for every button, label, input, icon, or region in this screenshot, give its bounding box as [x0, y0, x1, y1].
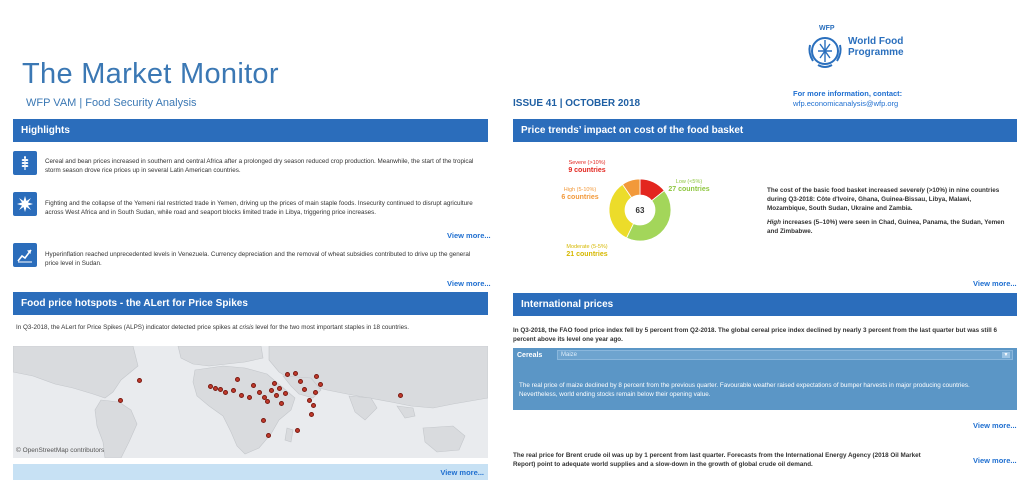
- logo-name: [848, 37, 904, 58]
- trend-up-icon: [13, 243, 37, 267]
- highlight-text-3: Hyperinflation reached unprecedented levels in Venezuela. Currency depreciation and the removal of wheat subsidies contributed to drive up the general price level in Sudan.: [45, 251, 471, 267]
- legend-low: [664, 178, 714, 194]
- legend-moderate-label: Moderate (5-5%): [566, 244, 608, 250]
- legend-low-label: Low (<5%): [675, 179, 703, 185]
- map-marker[interactable]: [283, 391, 288, 396]
- hotspots-view-more-button[interactable]: View more...: [440, 468, 484, 477]
- contact-email[interactable]: wfp.economicanalysis@wfp.org: [793, 99, 899, 108]
- oil-price-text: The real price for Brent crude oil was up by 1 percent from last quarter. Forecasts from the International Energy Agency (2018 Oil Market Report) point to adequate world supplies and a slow-down in the growth of global crude oil demand.: [513, 452, 921, 468]
- highlight-text-1: Cereal and bean prices increased in southern and central Africa after a prolonged dry season reduced crop production. Meanwhile, the start of the tropical storm season drove rice prices up in several Latin American countries.: [45, 158, 474, 174]
- logo-name-line1: World Food: [848, 36, 904, 47]
- logo-name-line2: Programme: [848, 46, 904, 58]
- map-marker[interactable]: [235, 377, 240, 382]
- wfp-emblem-icon: [805, 31, 845, 71]
- highlights-heading: Highlights: [21, 125, 70, 136]
- hotspots-intro-emphasis: crisis: [239, 324, 254, 331]
- hotspots-intro-post: level for the two most important staples in 18 countries.: [253, 324, 410, 331]
- explosion-icon: [13, 192, 37, 216]
- map-marker[interactable]: [311, 403, 316, 408]
- cereals-selected-value: Maize: [561, 352, 578, 358]
- price-trends-paragraph-1: [767, 186, 1012, 213]
- price-trends-text-post: (>10%) in nine countries during Q3-2018: Côte d'Ivoire, Ghana, Guinea-Bissau, Libya, Malawi, Mozambique, South Sudan, Ukraine and Zambia.: [767, 187, 1000, 212]
- map-marker[interactable]: [318, 382, 323, 387]
- contact-label: For more information, contact:: [793, 89, 903, 98]
- hotspots-map[interactable]: [13, 346, 488, 458]
- page-title: The Market Monitor: [22, 58, 279, 90]
- legend-moderate-count: 21 countries: [566, 251, 608, 258]
- chevron-down-icon[interactable]: ▼: [1003, 352, 1009, 358]
- hotspots-intro-pre: In Q3-2018, the ALert for Price Spikes (ALPS) indicator detected price spikes at: [16, 324, 240, 331]
- map-marker[interactable]: [272, 381, 277, 386]
- map-marker[interactable]: [313, 390, 318, 395]
- map-marker[interactable]: [307, 398, 312, 403]
- contact-block: [793, 89, 902, 109]
- map-marker[interactable]: [279, 401, 284, 406]
- map-marker[interactable]: [285, 372, 290, 377]
- highlights-view-more-button-2[interactable]: View more...: [447, 279, 491, 288]
- map-marker[interactable]: [118, 398, 123, 403]
- map-credit: © OpenStreetMap contributors: [16, 447, 105, 454]
- wfp-logo: [803, 25, 943, 73]
- world-map-landmass: [13, 346, 488, 458]
- cereals-panel: [513, 348, 1017, 410]
- price-trends-heading: Price trends’ impact on cost of the food basket: [521, 125, 744, 136]
- donut-total: 63: [635, 206, 645, 215]
- international-header: [513, 293, 1017, 316]
- cereals-view-more-button[interactable]: View more...: [973, 421, 1017, 430]
- wheat-icon: [13, 151, 37, 175]
- map-marker[interactable]: [251, 383, 256, 388]
- hotspots-footer-bar: [13, 464, 488, 480]
- cereals-label: Cereals: [517, 352, 543, 359]
- legend-severe-label: Severe (>10%): [568, 160, 606, 166]
- hotspots-heading: Food price hotspots - the ALert for Price Spikes: [21, 298, 248, 309]
- map-marker[interactable]: [239, 393, 244, 398]
- legend-high-count: 6 countries: [561, 194, 599, 201]
- price-trends-view-more-button[interactable]: View more...: [973, 279, 1017, 288]
- cereals-dropdown[interactable]: [557, 350, 1013, 360]
- highlights-view-more-button[interactable]: View more...: [447, 231, 491, 240]
- hotspots-header: [13, 292, 488, 315]
- price-trends-summary: [767, 186, 1012, 236]
- highlights-header: [13, 119, 488, 142]
- price-trends-text-pre: The cost of the basic food basket increased: [767, 187, 900, 194]
- legend-low-count: 27 countries: [668, 186, 710, 193]
- price-trends-text2-emphasis: High: [767, 219, 781, 226]
- map-marker[interactable]: [137, 378, 142, 383]
- page-subtitle: WFP VAM | Food Security Analysis: [26, 97, 197, 109]
- oil-view-more-button[interactable]: View more...: [973, 456, 1017, 465]
- price-trends-text2-post: increases (5–10%) were seen in Chad, Guinea, Panama, the Sudan, Yemen and Zimbabwe.: [767, 219, 1005, 235]
- map-marker[interactable]: [298, 379, 303, 384]
- map-marker[interactable]: [269, 388, 274, 393]
- map-marker[interactable]: [266, 433, 271, 438]
- price-trends-paragraph-2: [767, 218, 1012, 236]
- map-marker[interactable]: [302, 387, 307, 392]
- map-marker[interactable]: [231, 388, 236, 393]
- international-heading: International prices: [521, 299, 614, 310]
- map-marker[interactable]: [309, 412, 314, 417]
- price-trends-text-emphasis: severely: [899, 187, 925, 194]
- legend-severe-count: 9 countries: [568, 167, 606, 174]
- legend-severe: [562, 159, 612, 175]
- international-summary: In Q3-2018, the FAO food price index fell by 5 percent from Q2-2018. The global cereal price index declined by nearly 3 percent from the last quarter but was still 6 percent above its level one year ago.: [513, 327, 997, 343]
- map-marker[interactable]: [274, 393, 279, 398]
- hotspots-intro: [16, 323, 486, 332]
- map-marker[interactable]: [265, 399, 270, 404]
- legend-high: [556, 186, 604, 202]
- map-marker[interactable]: [261, 418, 266, 423]
- highlight-text-2: Fighting and the collapse of the Yemeni rial restricted trade in Yemen, driving up the prices of main staple foods. Insecurity continued to disrupt agriculture across West Africa and in South Sudan, while road and seaport blocks limited trade in Libya, triggering price increases.: [45, 200, 473, 216]
- issue-label: ISSUE 41 | OCTOBER 2018: [513, 98, 641, 109]
- map-marker[interactable]: [314, 374, 319, 379]
- map-marker[interactable]: [247, 395, 252, 400]
- map-marker[interactable]: [223, 390, 228, 395]
- legend-high-label: High (5-10%): [563, 187, 597, 193]
- price-trends-header: [513, 119, 1017, 142]
- cereals-text: The real price of maize declined by 8 percent from the previous quarter. Favourable weather raised expectations of bumper harvests in major producing countries. Nevertheless, world ending stocks remain below their opening value.: [519, 382, 970, 398]
- map-marker[interactable]: [398, 393, 403, 398]
- map-marker[interactable]: [257, 390, 262, 395]
- map-marker[interactable]: [277, 386, 282, 391]
- logo-acronym: WFP: [819, 25, 835, 32]
- map-marker[interactable]: [293, 371, 298, 376]
- map-marker[interactable]: [295, 428, 300, 433]
- legend-moderate: [562, 243, 612, 259]
